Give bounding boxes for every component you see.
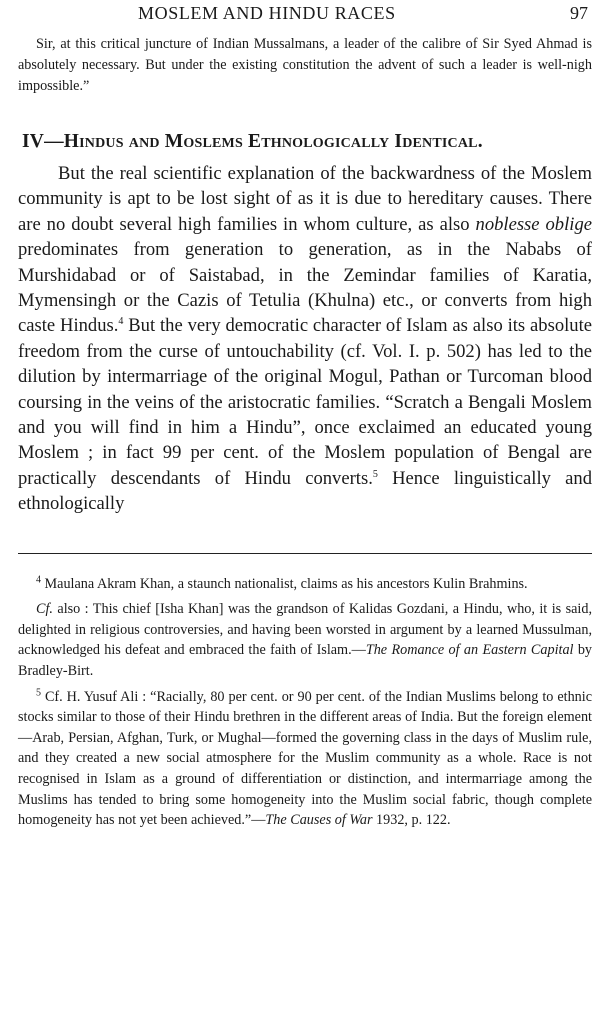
footnote-5 [18,687,592,831]
footnote-4 [18,574,592,595]
page-header [18,0,592,30]
body-text-part-4: Hence linguistically and ethnologically [18,467,592,515]
footnotes [18,574,592,831]
body-text-part-3: But the very democratic character of Islam as also its absolute freedom from the curse of untouchability (cf. Vol. I. p. 502) has led to the dilution by intermarriage of the original Mogul, Pathan or Turcoman blood coursing in the veins of the aristocratic families. “Scratch a Bengali Moslem and you will find in him a Hindu”, once exclaimed an educated young Moslem ; in fact 99 per cent. of the Moslem population of Bengal are practically descendants of Hindu converts. [18,315,592,489]
footnote-4-text: Maulana Akram Khan, a staunch nationalist, claims as his ancestors Kulin Brahmins. [41,575,528,592]
footnote-cf-author: by Bradley-Birt. [18,642,593,680]
running-head: MOSLEM AND HINDU RACES [138,3,396,23]
body-text-part-2: predominates from generation to generation, as in the Nababs of Murshidabad or of Saistabad, in the Zemindar families of Karatia, Mymensingh or the Cazis of Tetulia (Khulna) etc., or converts from high caste Hindus. [18,239,592,337]
quote-paragraph: Sir, at this critical juncture of Indian Mussalmans, a leader of the calibre of Sir Syed Ahmad is absolutely necessary. But under the existing constitution the advent of such a leader is well-nigh impossible.” [18,36,592,94]
footnote-ref-5: 5 [372,468,378,480]
body-paragraph [18,161,592,517]
italic-phrase: noblesse oblige [475,213,592,235]
footnote-marker-5: 5 [36,686,41,698]
page-number: 97 [570,3,588,23]
body-text-part-1: But the real scientific explanation of the backwardness of the Moslem community is apt to be lost sight of as it is due to hereditary causes. There are no doubt several high families in whom culture, as also [18,163,592,235]
footnote-cf-book-title: The Romance of an Eastern Capital [365,642,574,659]
footnote-5-text: Cf. H. Yusuf Ali : “Racially, 80 per cent. or 90 per cent. of the Indian Muslims belong to ethnic stocks similar to those of their Hindu brethren in the different areas of India. But the foreign element—Arab, Persian, Afghan, Turk, or Mughal—formed the governing class in the days of Muslim rule, and they created a new social atmosphere for the Muslim community as a whole. Race is not recognised in Islam as a ground of differentiation or distinction, and intermarriage among the Muslims has tended to bring some homogeneity into the Muslim social fabric, though complete homogeneity has not yet been achieved.”— [18,688,592,829]
footnote-5-book-title: The Causes of War [265,812,373,829]
footnote-cf-text: also : This chief [Isha Khan] was the grandson of Kalidas Gozdani, a Hindu, who, it is said, delighted in religious controversies, and having been worsted in argument by a learned Mussulman, acknowledged his defeat and embraced the faith of Islam.— [18,601,592,659]
footnote-marker-4: 4 [36,573,41,585]
section-heading: IV—Hindus and Moslems Ethnologically Identical. [22,131,483,152]
footnote-5-citation: 1932, p. 122. [372,812,451,829]
footnote-divider [18,553,592,554]
footnote-cf-label: Cf. [36,601,53,618]
footnote-ref-4: 4 [118,316,124,328]
footnote-cf [18,599,592,681]
